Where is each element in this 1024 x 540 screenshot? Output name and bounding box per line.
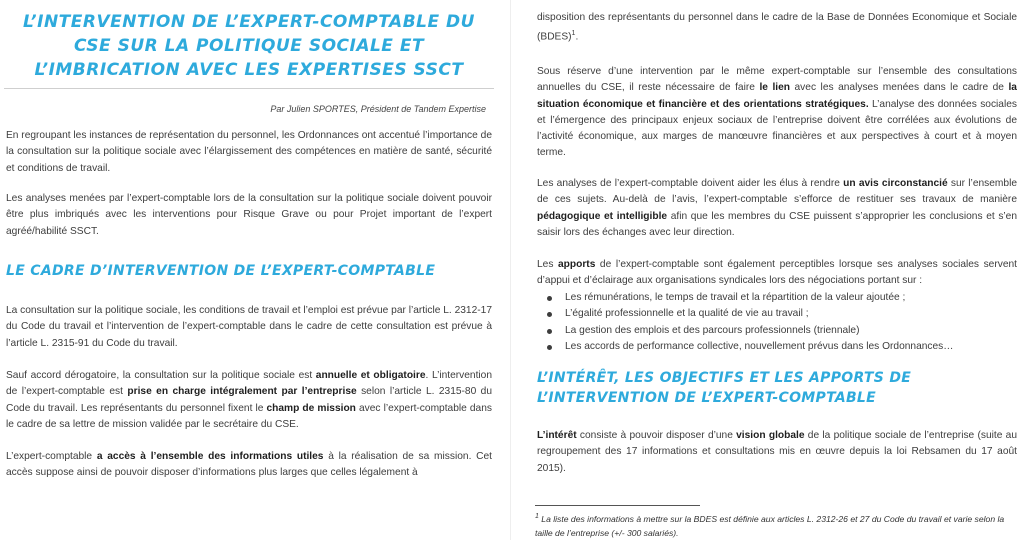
footnote-ref[interactable]: 1 xyxy=(571,30,576,38)
article-title: L’INTERVENTION DE L’EXPERT-COMPTABLE DU CSE SUR LA POLITIQUE SOCIALE ET L’IMBRICATION AVEC LES EXPERTISES SSCT xyxy=(23,12,475,80)
intro-paragraph-2: Les analyses menées par l’expert-comptable lors de la consultation sur la politique sociale doivent pouvoir être plus imbriqués avec les interventions pour Risque Grave ou pour Projet important de l’expert agréé/habilité SSCT. xyxy=(6,193,492,237)
bullet-icon xyxy=(547,345,552,350)
bullet-icon xyxy=(547,312,552,317)
list-item: Les rémunérations, le temps de travail et la répartition de la valeur ajoutée ; xyxy=(537,290,1017,306)
bullet-icon xyxy=(547,329,552,334)
footnote: $^1$ La liste des informations à mettre sur la BDES est définie aux articles L. 2312-26 et 27 du Code du travail et varie selon la taille de l’entreprise (+/- 300 salariés). xyxy=(535,513,1005,538)
column-divider xyxy=(510,0,511,540)
right-paragraph-avis: Les analyses de l’expert-comptable doivent aider les élus à rendre un avis circonstancié sur l’ensemble de ces sujets. Au-delà de l’avis, l’expert-comptable s’efforce de restituer ses travaux de manière pédagogique et intelligible afin que les membres du CSE puissent s’approprier les conclusions et s’en saisir lors des échanges avec leur direction. xyxy=(537,178,1018,238)
byline: Par Julien SPORTES, Président de Tandem Expertise xyxy=(270,104,486,114)
list-item: L’égalité professionnelle et la qualité de vie au travail ; xyxy=(537,306,1017,322)
list-item: Les accords de performance collective, nouvellement prévus dans les Ordonnances… xyxy=(537,339,1017,355)
negotiation-topics-list xyxy=(537,290,1017,355)
right-paragraph-continuation: disposition des représentants du personnel dans le cadre de la Base de Données Economique et Sociale (BDES)$^1$. xyxy=(537,12,1017,43)
footnote-rule xyxy=(535,505,700,506)
section1-paragraph-2: Sauf accord dérogatoire, la consultation sur la politique sociale est annuelle et obligatoire. L’intervention de l’expert-comptable est prise en charge intégralement par l’entreprise selon l’article L. 2315-80 du Code du travail. Les représentants du personnel fixent le champ de mission avec l’expert-comptable dans le cadre de sa lettre de mission validée par le secrétaire du CSE. xyxy=(6,370,493,430)
bullet-icon xyxy=(547,296,552,301)
right-paragraph-interet: L’intérêt consiste à pouvoir disposer d’une vision globale de la politique sociale de l’entreprise (suite au regroupement des 17 informations et consultations mis en œuvre depuis la loi Rebsamen du 17 août 2015). xyxy=(537,430,1017,474)
section1-paragraph-1: La consultation sur la politique sociale, les conditions de travail et l’emploi est prévue par l’article L. 2312-17 du Code du travail et l’intervention de l’expert-comptable dans le cadre de cette consultation est prévue à l’article L. 2315-91 du Code du travail. xyxy=(6,305,492,349)
right-paragraph-apports: Les apports de l’expert-comptable sont également perceptibles lorsque ses analyses sociales servent d’appui et d’éclairage aux organisations syndicales lors des négociations portant sur : xyxy=(537,259,1017,287)
section1-paragraph-3: L’expert-comptable a accès à l’ensemble des informations utiles à la réalisation de sa mission. Cet accès suppose ainsi de pouvoir disposer d’informations plus larges que celles légalement à xyxy=(6,451,493,479)
section-heading-interet: L’INTÉRÊT, LES OBJECTIFS ET LES APPORTS DE L’INTERVENTION DE L’EXPERT-COMPTABLE xyxy=(537,370,912,406)
title-rule xyxy=(4,88,494,89)
list-item: La gestion des emplois et des parcours professionnels (triennale) xyxy=(537,323,1017,339)
section-heading-cadre: LE CADRE D’INTERVENTION DE L’EXPERT-COMPTABLE xyxy=(6,263,436,279)
right-paragraph-lien: Sous réserve d’une intervention par le même expert-comptable sur l’ensemble des consultations annuelles du CSE, il reste nécessaire de faire le lien avec les analyses menées dans le cadre de la situation économique et financière et des orientations stratégiques. L’analyse des données sociales et l’émergence des principaux enjeux sociaux de l’entreprise doivent être corrélées aux évolutions de l’activité économique, aux marges de manœuvre financières et aux perspectives à court et à moyen terme. xyxy=(537,66,1017,159)
intro-paragraph-1: En regroupant les instances de représentation du personnel, les Ordonnances ont accentué l’importance de la consultation sur la politique sociale avec l’élargissement des compétences en matière de santé, sécurité et conditions de travail. xyxy=(6,130,492,174)
